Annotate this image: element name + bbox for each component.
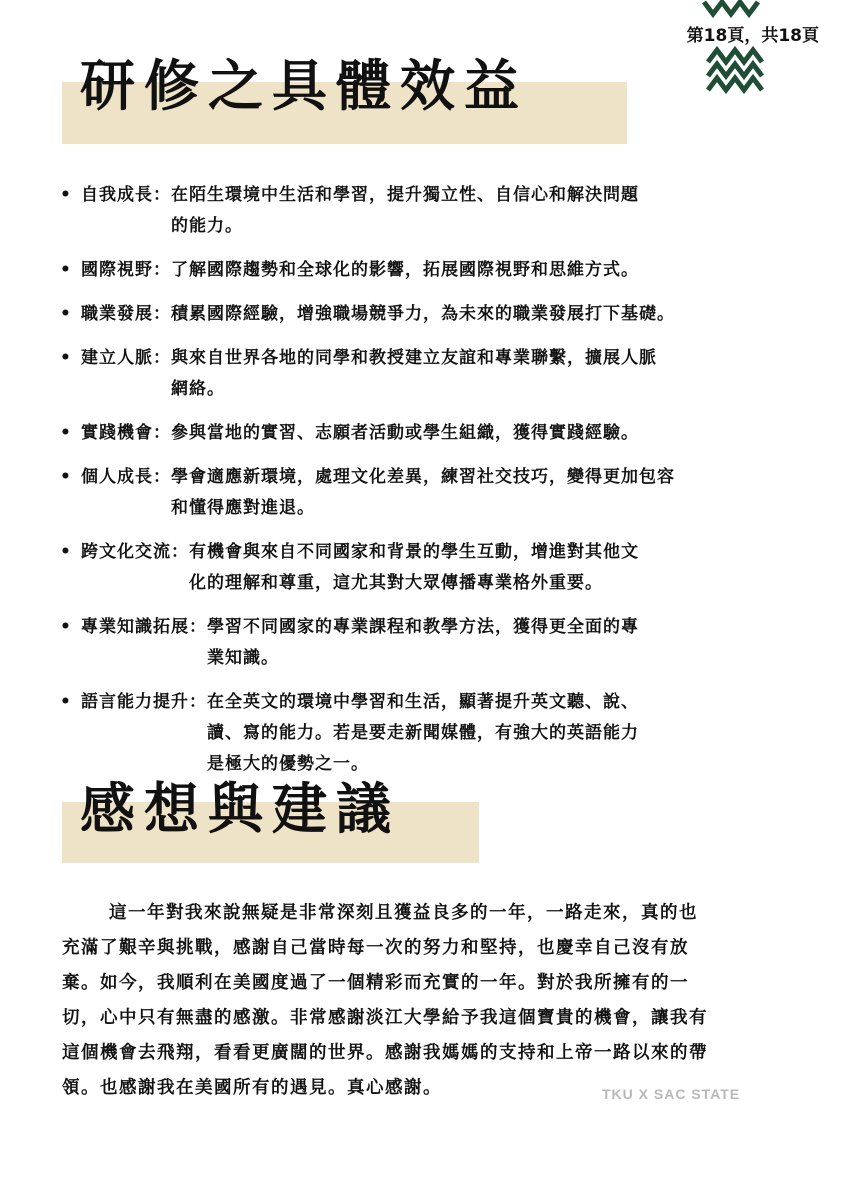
list-item <box>60 180 820 242</box>
section-title: 感想與建議 <box>80 777 401 841</box>
section-title: 研修之具體效益 <box>80 54 529 118</box>
item-term: 職業發展： <box>81 304 171 324</box>
item-term: 自我成長： <box>81 185 171 205</box>
reflection-paragraph <box>62 896 807 1106</box>
item-term: 跨文化交流： <box>81 542 189 562</box>
list-item <box>60 299 820 330</box>
bullet-icon: • <box>60 467 72 487</box>
item-description: 學會適應新環境，處理文化差異，練習社交技巧，變得更加包容 和懂得應對進退。 <box>171 467 675 518</box>
list-item <box>60 255 820 286</box>
bullet-icon: • <box>60 304 72 324</box>
footer-label: TKU X SAC STATE <box>602 1086 741 1102</box>
list-item <box>60 537 820 599</box>
item-term: 建立人脈： <box>81 348 171 368</box>
bullet-icon: • <box>60 348 72 368</box>
item-term: 專業知識拓展： <box>81 617 207 637</box>
page-number: 第18頁，共18頁 <box>686 26 819 46</box>
item-description: 學習不同國家的專業課程和教學方法，獲得更全面的專 業知識。 <box>207 617 639 668</box>
bullet-icon: • <box>60 692 72 712</box>
paragraph-line: 切，心中只有無盡的感激。非常感謝淡江大學給予我這個寶貴的機會，讓我有 <box>62 1008 708 1028</box>
bullet-icon: • <box>60 542 72 562</box>
item-description: 參與當地的實習、志願者活動或學生組織，獲得實踐經驗。 <box>171 423 639 443</box>
item-term: 個人成長： <box>81 467 171 487</box>
list-item <box>60 612 820 674</box>
item-term: 國際視野： <box>81 260 171 280</box>
bullet-icon: • <box>60 617 72 637</box>
item-description: 積累國際經驗，增強職場競爭力，為未來的職業發展打下基礎。 <box>171 304 675 324</box>
paragraph-line: 領。也感謝我在美國所有的遇見。真心感謝。 <box>62 1078 442 1098</box>
item-description: 了解國際趨勢和全球化的影響，拓展國際視野和思維方式。 <box>171 260 639 280</box>
item-description: 與來自世界各地的同學和教授建立友誼和專業聯繫，擴展人脈 網絡。 <box>171 348 657 399</box>
paragraph-line: 這個機會去飛翔，看看更廣闊的世界。感謝我媽媽的支持和上帝一路以來的帶 <box>62 1043 708 1063</box>
item-description: 在全英文的環境中學習和生活，顯著提升英文聽、說、 讀、寫的能力。若是要走新聞媒體，有強大的英語能力 是極大的優勢之一。 <box>207 692 639 774</box>
item-term: 語言能力提升： <box>81 692 207 712</box>
item-term: 實踐機會： <box>81 423 171 443</box>
chevron-decoration-icon <box>700 0 766 100</box>
benefits-list <box>60 180 820 793</box>
bullet-icon: • <box>60 185 72 205</box>
bullet-icon: • <box>60 260 72 280</box>
paragraph-line: 棄。如今，我順利在美國度過了一個精彩而充實的一年。對於我所擁有的一 <box>62 973 689 993</box>
paragraph-line: 充滿了艱辛與挑戰，感謝自己當時每一次的努力和堅持，也慶幸自己沒有放 <box>62 938 689 958</box>
item-description: 在陌生環境中生活和學習，提升獨立性、自信心和解決問題 的能力。 <box>171 185 639 236</box>
item-description: 有機會與來自不同國家和背景的學生互動，增進對其他文 化的理解和尊重，這尤其對大眾傳播專業格外重要。 <box>189 542 639 593</box>
list-item <box>60 343 820 405</box>
paragraph-line: 這一年對我來說無疑是非常深刻且獲益良多的一年，一路走來，真的也 <box>109 903 698 923</box>
bullet-icon: • <box>60 423 72 443</box>
list-item <box>60 462 820 524</box>
list-item <box>60 418 820 449</box>
